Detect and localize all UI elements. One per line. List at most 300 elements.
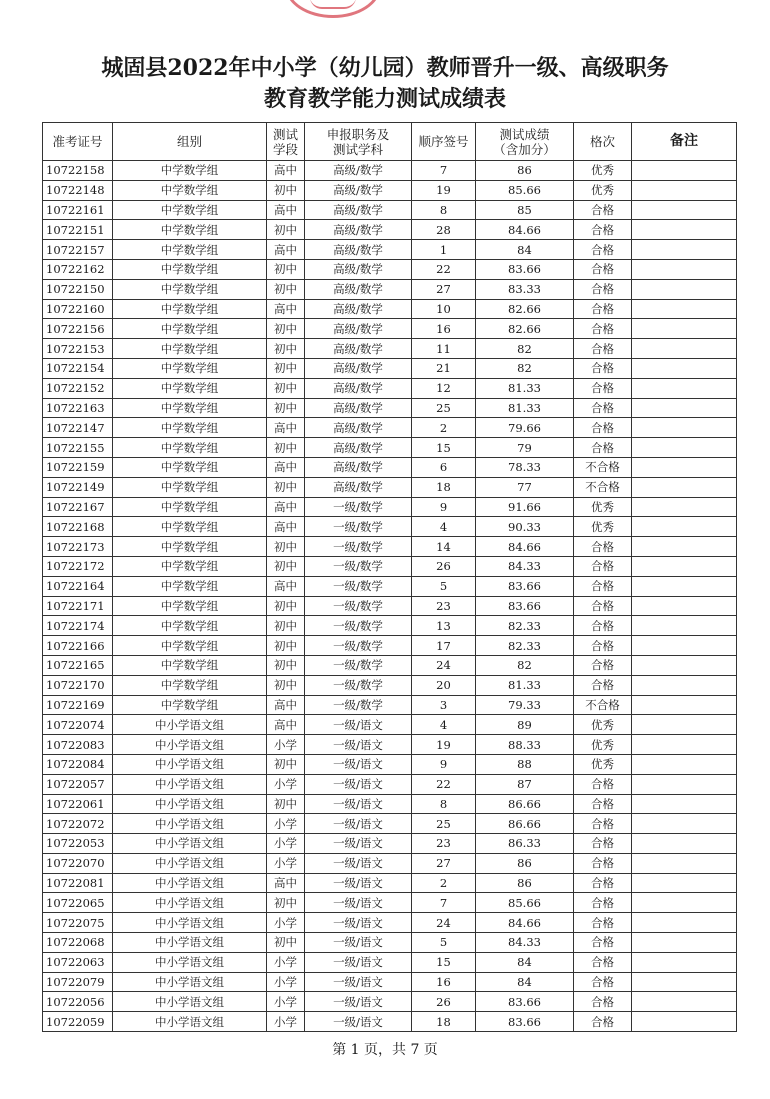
draw-number-cell: 15: [412, 952, 476, 972]
score-cell: 82.66: [476, 319, 574, 339]
group-cell: 中小学语文组: [113, 913, 267, 933]
remarks-cell: [632, 537, 737, 557]
col-exam-id: 准考证号: [43, 123, 113, 161]
score-cell: 86.66: [476, 814, 574, 834]
group-cell: 中学数学组: [113, 596, 267, 616]
position-subject-cell: 一级/语文: [305, 794, 412, 814]
stage-cell: 初中: [267, 556, 305, 576]
score-table: [42, 122, 737, 1032]
exam-id-cell: 10722068: [43, 933, 113, 953]
position-subject-cell: 一级/数学: [305, 616, 412, 636]
group-cell: 中学数学组: [113, 695, 267, 715]
exam-id-cell: 10722159: [43, 457, 113, 477]
draw-number-cell: 18: [412, 1012, 476, 1032]
table-row: [43, 240, 737, 260]
exam-id-cell: 10722148: [43, 180, 113, 200]
table-row: [43, 497, 737, 517]
position-subject-cell: 高级/数学: [305, 339, 412, 359]
grade-cell: 优秀: [574, 517, 632, 537]
table-row: [43, 438, 737, 458]
group-cell: 中学数学组: [113, 339, 267, 359]
position-subject-cell: 一级/数学: [305, 576, 412, 596]
draw-number-cell: 12: [412, 378, 476, 398]
remarks-cell: [632, 972, 737, 992]
group-cell: 中小学语文组: [113, 1012, 267, 1032]
position-subject-cell: 一级/语文: [305, 814, 412, 834]
position-subject-cell: 一级/数学: [305, 675, 412, 695]
exam-id-cell: 10722053: [43, 834, 113, 854]
group-cell: 中小学语文组: [113, 853, 267, 873]
position-subject-cell: 一级/数学: [305, 655, 412, 675]
group-cell: 中小学语文组: [113, 893, 267, 913]
group-cell: 中学数学组: [113, 378, 267, 398]
grade-cell: 合格: [574, 616, 632, 636]
table-row: [43, 358, 737, 378]
stage-cell: 高中: [267, 161, 305, 181]
group-cell: 中学数学组: [113, 418, 267, 438]
group-cell: 中小学语文组: [113, 754, 267, 774]
group-cell: 中小学语文组: [113, 952, 267, 972]
grade-cell: 合格: [574, 358, 632, 378]
score-cell: 78.33: [476, 457, 574, 477]
position-subject-cell: 高级/数学: [305, 299, 412, 319]
stage-cell: 初中: [267, 655, 305, 675]
position-subject-cell: 高级/数学: [305, 319, 412, 339]
exam-id-cell: 10722168: [43, 517, 113, 537]
remarks-cell: [632, 438, 737, 458]
score-cell: 84.66: [476, 537, 574, 557]
exam-id-cell: 10722151: [43, 220, 113, 240]
stage-cell: 初中: [267, 537, 305, 557]
grade-cell: 优秀: [574, 715, 632, 735]
stage-cell: 小学: [267, 853, 305, 873]
table-row: [43, 853, 737, 873]
draw-number-cell: 20: [412, 675, 476, 695]
remarks-cell: [632, 240, 737, 260]
table-row: [43, 556, 737, 576]
exam-id-cell: 10722160: [43, 299, 113, 319]
table-row: [43, 834, 737, 854]
stage-cell: 初中: [267, 279, 305, 299]
group-cell: 中学数学组: [113, 616, 267, 636]
stage-cell: 高中: [267, 576, 305, 596]
stage-cell: 初中: [267, 358, 305, 378]
position-subject-cell: 一级/语文: [305, 853, 412, 873]
table-row: [43, 220, 737, 240]
group-cell: 中学数学组: [113, 358, 267, 378]
table-row: [43, 319, 737, 339]
score-cell: 82: [476, 655, 574, 675]
grade-cell: 合格: [574, 596, 632, 616]
draw-number-cell: 3: [412, 695, 476, 715]
remarks-cell: [632, 259, 737, 279]
remarks-cell: [632, 339, 737, 359]
position-subject-cell: 高级/数学: [305, 161, 412, 181]
score-cell: 90.33: [476, 517, 574, 537]
grade-cell: 合格: [574, 398, 632, 418]
remarks-cell: [632, 576, 737, 596]
draw-number-cell: 22: [412, 259, 476, 279]
stage-cell: 高中: [267, 873, 305, 893]
table-row: [43, 933, 737, 953]
grade-cell: 合格: [574, 814, 632, 834]
remarks-cell: [632, 457, 737, 477]
col-grade: 格次: [574, 123, 632, 161]
draw-number-cell: 19: [412, 735, 476, 755]
remarks-cell: [632, 834, 737, 854]
table-row: [43, 873, 737, 893]
draw-number-cell: 28: [412, 220, 476, 240]
position-subject-cell: 高级/数学: [305, 220, 412, 240]
draw-number-cell: 22: [412, 774, 476, 794]
col-remarks: 备注: [632, 123, 737, 161]
draw-number-cell: 25: [412, 398, 476, 418]
col-position-subject: [305, 123, 412, 161]
position-subject-cell: 一级/语文: [305, 873, 412, 893]
table-row: [43, 893, 737, 913]
grade-cell: 合格: [574, 834, 632, 854]
table-row: [43, 913, 737, 933]
exam-id-cell: 10722057: [43, 774, 113, 794]
draw-number-cell: 10: [412, 299, 476, 319]
group-cell: 中学数学组: [113, 537, 267, 557]
exam-id-cell: 10722079: [43, 972, 113, 992]
stage-cell: 初中: [267, 636, 305, 656]
position-subject-cell: 高级/数学: [305, 259, 412, 279]
table-row: [43, 992, 737, 1012]
group-cell: 中学数学组: [113, 517, 267, 537]
draw-number-cell: 11: [412, 339, 476, 359]
remarks-cell: [632, 220, 737, 240]
score-cell: 82.66: [476, 299, 574, 319]
score-cell: 81.33: [476, 398, 574, 418]
stage-cell: 高中: [267, 418, 305, 438]
exam-id-cell: 10722083: [43, 735, 113, 755]
draw-number-cell: 23: [412, 834, 476, 854]
position-subject-cell: 一级/数学: [305, 636, 412, 656]
group-cell: 中学数学组: [113, 279, 267, 299]
draw-number-cell: 15: [412, 438, 476, 458]
stage-cell: 小学: [267, 814, 305, 834]
table-header-row: [43, 123, 737, 161]
stage-cell: 小学: [267, 992, 305, 1012]
remarks-cell: [632, 873, 737, 893]
remarks-cell: [632, 814, 737, 834]
score-cell: 83.66: [476, 259, 574, 279]
exam-id-cell: 10722156: [43, 319, 113, 339]
table-row: [43, 695, 737, 715]
remarks-cell: [632, 636, 737, 656]
remarks-cell: [632, 794, 737, 814]
draw-number-cell: 16: [412, 972, 476, 992]
grade-cell: 合格: [574, 339, 632, 359]
stage-cell: 初中: [267, 398, 305, 418]
grade-cell: 优秀: [574, 754, 632, 774]
stage-cell: 初中: [267, 754, 305, 774]
table-row: [43, 715, 737, 735]
score-cell: 83.66: [476, 1012, 574, 1032]
score-cell: 77: [476, 477, 574, 497]
group-cell: 中学数学组: [113, 259, 267, 279]
remarks-cell: [632, 161, 737, 181]
position-subject-cell: 高级/数学: [305, 378, 412, 398]
score-cell: 86.66: [476, 794, 574, 814]
stage-cell: 初中: [267, 893, 305, 913]
exam-id-cell: 10722166: [43, 636, 113, 656]
draw-number-cell: 17: [412, 636, 476, 656]
grade-cell: 不合格: [574, 477, 632, 497]
col-score: [476, 123, 574, 161]
draw-number-cell: 16: [412, 319, 476, 339]
grade-cell: 合格: [574, 933, 632, 953]
stage-cell: 高中: [267, 497, 305, 517]
remarks-cell: [632, 200, 737, 220]
score-cell: 84.66: [476, 913, 574, 933]
table-row: [43, 675, 737, 695]
remarks-cell: [632, 933, 737, 953]
position-subject-cell: 一级/语文: [305, 834, 412, 854]
table-row: [43, 517, 737, 537]
remarks-cell: [632, 477, 737, 497]
exam-id-cell: 10722171: [43, 596, 113, 616]
remarks-cell: [632, 378, 737, 398]
group-cell: 中学数学组: [113, 200, 267, 220]
exam-id-cell: 10722081: [43, 873, 113, 893]
grade-cell: 合格: [574, 655, 632, 675]
position-subject-cell: 高级/数学: [305, 477, 412, 497]
grade-cell: 合格: [574, 774, 632, 794]
draw-number-cell: 7: [412, 161, 476, 181]
score-cell: 82: [476, 358, 574, 378]
table-row: [43, 794, 737, 814]
stage-cell: 初中: [267, 180, 305, 200]
remarks-cell: [632, 754, 737, 774]
position-subject-cell: 高级/数学: [305, 180, 412, 200]
table-row: [43, 972, 737, 992]
group-cell: 中学数学组: [113, 319, 267, 339]
remarks-cell: [632, 279, 737, 299]
position-subject-cell: 一级/数学: [305, 556, 412, 576]
draw-number-cell: 9: [412, 754, 476, 774]
exam-id-cell: 10722152: [43, 378, 113, 398]
stage-cell: 小学: [267, 952, 305, 972]
table-row: [43, 457, 737, 477]
group-cell: 中学数学组: [113, 636, 267, 656]
grade-cell: 合格: [574, 794, 632, 814]
score-cell: 84: [476, 240, 574, 260]
remarks-cell: [632, 853, 737, 873]
draw-number-cell: 18: [412, 477, 476, 497]
stage-cell: 小学: [267, 774, 305, 794]
remarks-cell: [632, 1012, 737, 1032]
exam-id-cell: 10722084: [43, 754, 113, 774]
remarks-cell: [632, 992, 737, 1012]
score-cell: 88: [476, 754, 574, 774]
stage-cell: 高中: [267, 299, 305, 319]
stage-cell: 小学: [267, 834, 305, 854]
remarks-cell: [632, 735, 737, 755]
score-cell: 81.33: [476, 675, 574, 695]
stage-cell: 初中: [267, 319, 305, 339]
exam-id-cell: 10722149: [43, 477, 113, 497]
remarks-cell: [632, 715, 737, 735]
position-subject-cell: 高级/数学: [305, 398, 412, 418]
table-row: [43, 655, 737, 675]
exam-id-cell: 10722167: [43, 497, 113, 517]
score-cell: 79.66: [476, 418, 574, 438]
stage-cell: 小学: [267, 1012, 305, 1032]
remarks-cell: [632, 952, 737, 972]
score-cell: 84: [476, 952, 574, 972]
grade-cell: 合格: [574, 537, 632, 557]
score-cell: 88.33: [476, 735, 574, 755]
draw-number-cell: 27: [412, 853, 476, 873]
exam-id-cell: 10722164: [43, 576, 113, 596]
stage-cell: 小学: [267, 972, 305, 992]
grade-cell: 合格: [574, 576, 632, 596]
position-subject-cell: 一级/语文: [305, 735, 412, 755]
exam-id-cell: 10722173: [43, 537, 113, 557]
score-cell: 82.33: [476, 616, 574, 636]
draw-number-cell: 19: [412, 180, 476, 200]
group-cell: 中学数学组: [113, 497, 267, 517]
stage-cell: 初中: [267, 794, 305, 814]
position-subject-cell: 高级/数学: [305, 279, 412, 299]
group-cell: 中学数学组: [113, 161, 267, 181]
score-cell: 83.66: [476, 596, 574, 616]
position-subject-cell: 一级/数学: [305, 695, 412, 715]
score-cell: 82.33: [476, 636, 574, 656]
group-cell: 中学数学组: [113, 576, 267, 596]
stage-cell: 高中: [267, 240, 305, 260]
table-row: [43, 398, 737, 418]
score-cell: 84: [476, 972, 574, 992]
group-cell: 中学数学组: [113, 556, 267, 576]
exam-id-cell: 10722161: [43, 200, 113, 220]
group-cell: 中学数学组: [113, 457, 267, 477]
grade-cell: 合格: [574, 378, 632, 398]
stage-cell: 高中: [267, 715, 305, 735]
table-row: [43, 299, 737, 319]
draw-number-cell: 24: [412, 655, 476, 675]
stage-cell: 初中: [267, 339, 305, 359]
grade-cell: 合格: [574, 319, 632, 339]
score-cell: 89: [476, 715, 574, 735]
draw-number-cell: 6: [412, 457, 476, 477]
position-subject-cell: 一级/数学: [305, 497, 412, 517]
draw-number-cell: 23: [412, 596, 476, 616]
remarks-cell: [632, 398, 737, 418]
col-stage-label: 测试学段: [272, 126, 298, 157]
exam-id-cell: 10722061: [43, 794, 113, 814]
exam-id-cell: 10722163: [43, 398, 113, 418]
table-row: [43, 339, 737, 359]
grade-cell: 优秀: [574, 161, 632, 181]
group-cell: 中小学语文组: [113, 735, 267, 755]
stage-cell: 初中: [267, 259, 305, 279]
position-subject-cell: 一级/语文: [305, 933, 412, 953]
group-cell: 中学数学组: [113, 220, 267, 240]
exam-id-cell: 10722070: [43, 853, 113, 873]
draw-number-cell: 26: [412, 556, 476, 576]
position-subject-cell: 一级/语文: [305, 715, 412, 735]
group-cell: 中小学语文组: [113, 794, 267, 814]
group-cell: 中学数学组: [113, 398, 267, 418]
draw-number-cell: 13: [412, 616, 476, 636]
col-draw-number: 顺序签号: [412, 123, 476, 161]
exam-id-cell: 10722157: [43, 240, 113, 260]
remarks-cell: [632, 497, 737, 517]
stage-cell: 高中: [267, 517, 305, 537]
score-cell: 83.33: [476, 279, 574, 299]
position-subject-cell: 高级/数学: [305, 457, 412, 477]
remarks-cell: [632, 893, 737, 913]
table-row: [43, 596, 737, 616]
group-cell: 中学数学组: [113, 477, 267, 497]
group-cell: 中学数学组: [113, 299, 267, 319]
score-cell: 84.66: [476, 220, 574, 240]
remarks-cell: [632, 517, 737, 537]
table-row: [43, 537, 737, 557]
remarks-cell: [632, 655, 737, 675]
grade-cell: 合格: [574, 418, 632, 438]
score-cell: 86: [476, 853, 574, 873]
position-subject-cell: 一级/语文: [305, 893, 412, 913]
grade-cell: 合格: [574, 675, 632, 695]
position-subject-cell: 一级/语文: [305, 952, 412, 972]
exam-id-cell: 10722154: [43, 358, 113, 378]
grade-cell: 合格: [574, 893, 632, 913]
group-cell: 中学数学组: [113, 180, 267, 200]
remarks-cell: [632, 418, 737, 438]
grade-cell: 合格: [574, 259, 632, 279]
stage-cell: 初中: [267, 438, 305, 458]
position-subject-cell: 高级/数学: [305, 358, 412, 378]
draw-number-cell: 4: [412, 517, 476, 537]
col-position-subject-label: 申报职务及测试学科: [326, 126, 390, 157]
grade-cell: 合格: [574, 220, 632, 240]
position-subject-cell: 一级/语文: [305, 913, 412, 933]
group-cell: 中学数学组: [113, 438, 267, 458]
remarks-cell: [632, 358, 737, 378]
group-cell: 中小学语文组: [113, 834, 267, 854]
stage-cell: 高中: [267, 200, 305, 220]
grade-cell: 优秀: [574, 497, 632, 517]
table-row: [43, 576, 737, 596]
remarks-cell: [632, 180, 737, 200]
draw-number-cell: 7: [412, 893, 476, 913]
position-subject-cell: 一级/数学: [305, 596, 412, 616]
draw-number-cell: 25: [412, 814, 476, 834]
grade-cell: 合格: [574, 873, 632, 893]
exam-id-cell: 10722075: [43, 913, 113, 933]
grade-cell: 合格: [574, 299, 632, 319]
exam-id-cell: 10722147: [43, 418, 113, 438]
draw-number-cell: 24: [412, 913, 476, 933]
remarks-cell: [632, 319, 737, 339]
table-row: [43, 418, 737, 438]
score-cell: 79.33: [476, 695, 574, 715]
exam-id-cell: 10722162: [43, 259, 113, 279]
stage-cell: 初中: [267, 596, 305, 616]
position-subject-cell: 高级/数学: [305, 240, 412, 260]
remarks-cell: [632, 695, 737, 715]
grade-cell: 合格: [574, 556, 632, 576]
table-row: [43, 161, 737, 181]
table-row: [43, 735, 737, 755]
group-cell: 中学数学组: [113, 675, 267, 695]
group-cell: 中小学语文组: [113, 715, 267, 735]
